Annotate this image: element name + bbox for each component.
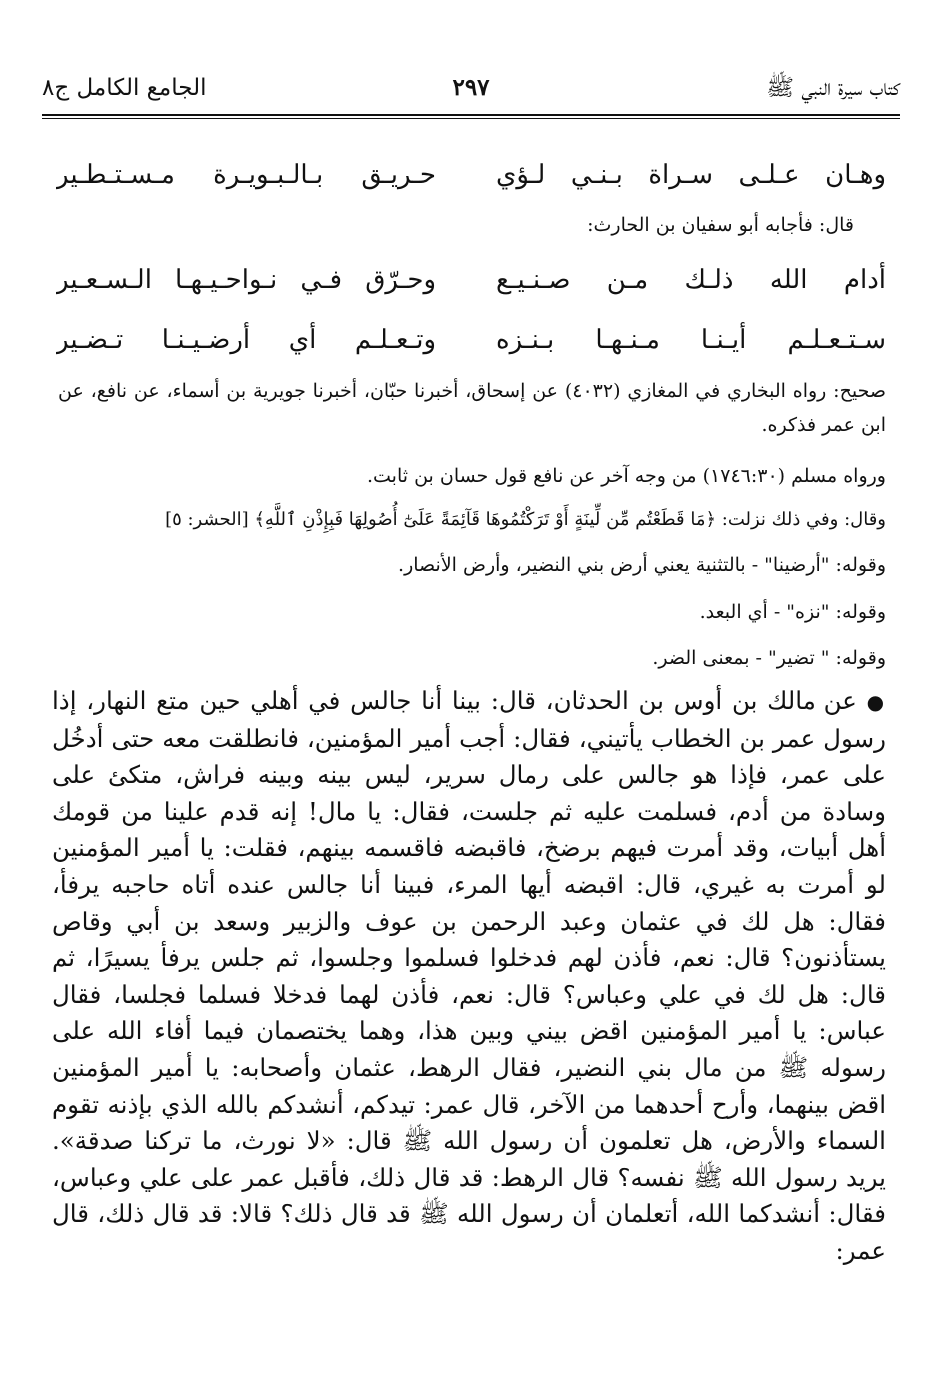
page-number: ٢٩٧ xyxy=(452,74,490,101)
hadith-body: عن مالك بن أوس بن الحدثان، قال: بينا أنا جالس في أهلي حين متع النهار، إذا رسول عمر بن الخطاب يأتيني، فقال: أجب أمير المؤمنين، فانطلقت معه حتى أدخُل على عمر، فإذا هو جالس على رمال سرير، ليس بينه وبينه فراش، متكئ على وسادة من أدم، فسلمت عليه ثم جلست، فقال: يا مال! إنه قدم علينا من قومك أهل أبيات، وقد أمرت فيهم برضخ، فاقبضه فاقسمه بينهم، فقلت: يا أمير المؤمنين لو أمرت به غيري، قال: اقبضه أيها المرء، فبينا أنا جالس عنده أتاه حاجبه يرفأ، فقال: هل لك في عثمان وعبد الرحمن بن عوف والزبير وسعد بن أبي وقاص يستأذنون؟ قال: نعم، فأذن لهم فدخلوا فسلموا وجلسوا، ثم جلس يرفأ يسيرًا، ثم قال: هل لك في علي وعباس؟ قال: نعم، فأذن لهما فدخلا فسلما فجلسا، فقال عباس: يا أمير المؤمنين اقض بيني وبين هذا، وهما يختصمان فيما أفاء الله على رسوله ﷺ من مال بني النضير، فقال الرهط، عثمان وأصحابه: يا أمير المؤمنين اقض بينهما، وأرح أحدهما من الآخر، قال عمر: تيدكم، أنشدكم بالله الذي بإذنه تقوم السماء والأرض، هل تعلمون أن رسول الله ﷺ قال: «لا نورث، ما تركنا صدقة». يريد رسول الله ﷺ نفسه؟ قال الرهط: قد قال ذلك، فأقبل عمر على علي وعباس، فقال: أنشدكما الله، أتعلمان أن رسول الله ﷺ قد قال ذلك؟ قالا: قد قال ذلك، قال عمر: xyxy=(52,686,886,1265)
quran-verse-note: وقال: وفي ذلك نزلت: ﴿مَا قَطَعْتُم مِّن لِّينَةٍ أَوْ تَرَكْتُمُوهَا قَآئِمَةً عَلَىٰٓ أُصُولِهَا فَبِإِذْنِ ٱللَّهِ﴾ [الحشر: ٥] xyxy=(165,509,886,530)
verse-second-hemistich: حـريـق بـالـبـويـرة مـسـتـطـير xyxy=(56,160,436,190)
verse-second-hemistich: وتـعـلـم أي أرضـيـنـا تـضـير xyxy=(56,325,436,355)
poem-verse xyxy=(56,153,886,197)
poem-verse xyxy=(56,258,886,302)
header-rule-thin xyxy=(42,118,900,119)
verse-first-hemistich: وهـان عـلـى سـراة بـنـي لـؤي xyxy=(496,160,886,190)
header-book-title: كتاب سيرة النبي ﷺ xyxy=(766,75,900,101)
narration-note: ورواه مسلم (١٧٤٦:٣٠) من وجه آخر عن نافع قول حسان بن ثابت. xyxy=(366,465,886,487)
bullet-marker: ● xyxy=(866,690,886,714)
poem-verse xyxy=(56,318,886,362)
header-volume-title: الجامع الكامل ج٨ xyxy=(42,75,207,101)
verse-first-hemistich: أدام الله ذلـك مـن صـنـيـع xyxy=(496,265,886,295)
word-gloss-note: وقوله: "نزه" - أي البعد. xyxy=(699,601,886,623)
verse-first-hemistich: سـتـعـلـم أيـنـا مـنـهـا بـنـزه xyxy=(496,325,886,355)
word-gloss-note: وقوله: "أرضينا" - بالتثنية يعني أرض بني النضير، وأرض الأنصار. xyxy=(398,554,886,576)
poem-intro: قال: فأجابه أبو سفيان بن الحارث: xyxy=(587,214,854,236)
running-header xyxy=(42,68,900,108)
word-gloss-note: وقوله: " تضير" - بمعنى الضر. xyxy=(652,647,886,669)
header-rule-thick xyxy=(42,114,900,116)
verse-second-hemistich: وحـرّق فـي نـواحـيـهـا الـسـعـير xyxy=(56,265,436,295)
hadith-grading-note: صحيح: رواه البخاري في المغازي (٤٠٣٢) عن إسحاق، أخبرنا حبّان، أخبرنا جويرية بن أسماء، عن نافع، عن ابن عمر فذكره. xyxy=(58,380,886,436)
main-hadith-text xyxy=(52,683,886,1270)
